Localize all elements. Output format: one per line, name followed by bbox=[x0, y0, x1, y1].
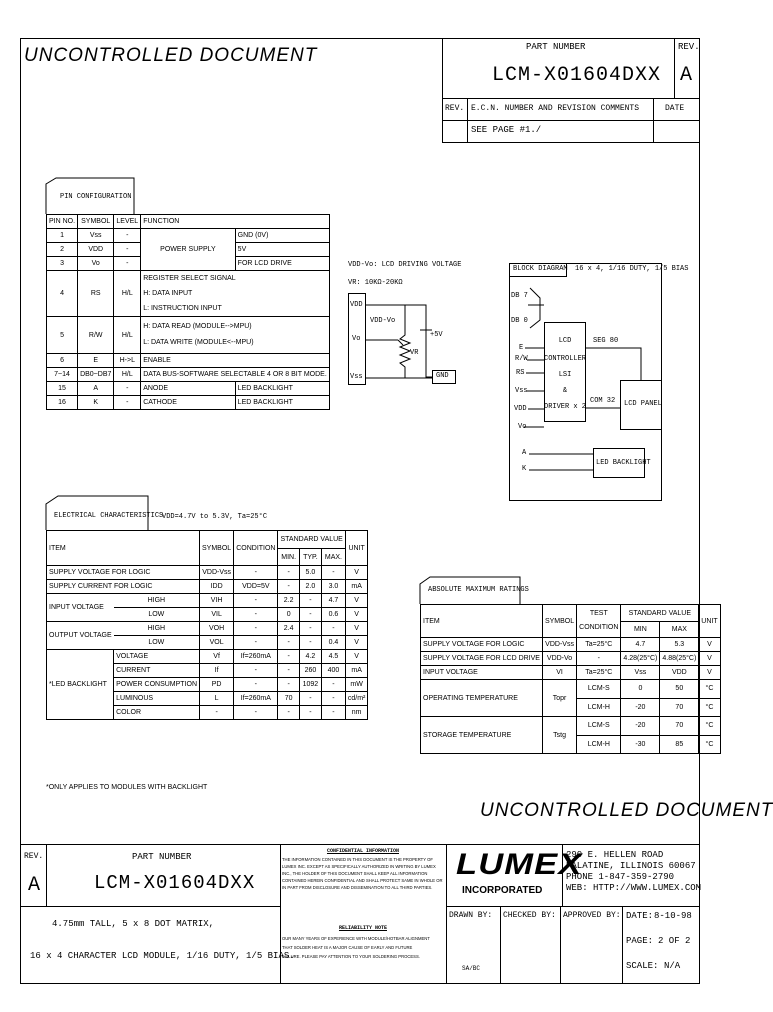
table-cell: Vss bbox=[78, 229, 114, 243]
date-label: DATE bbox=[665, 104, 685, 113]
table-cell: 0 bbox=[621, 680, 660, 699]
table-cell: Tstg bbox=[542, 717, 576, 754]
table-cell: MAX bbox=[660, 622, 699, 638]
table-cell: V bbox=[345, 622, 368, 636]
table-cell: - bbox=[299, 608, 321, 622]
block-sig-vo: Vo bbox=[518, 423, 527, 431]
table-cell: A bbox=[78, 382, 114, 396]
table-cell: L bbox=[200, 692, 234, 706]
table-cell: INPUT VOLTAGE bbox=[47, 594, 114, 622]
table-cell: LCM-H bbox=[577, 735, 621, 754]
table-cell: UNIT bbox=[699, 605, 720, 638]
table-cell: VDD=5V bbox=[234, 580, 278, 594]
circuit-gnd: GND bbox=[436, 372, 449, 380]
table-cell: V bbox=[699, 638, 720, 652]
table-cell: H/L bbox=[114, 317, 141, 354]
block-seg: SEG 80 bbox=[593, 337, 619, 345]
table-cell: PD bbox=[200, 678, 234, 692]
table-cell: REGISTER SELECT SIGNAL H: DATA INPUT L: INSTRUCTION INPUT bbox=[141, 271, 330, 317]
table-cell: mA bbox=[345, 664, 368, 678]
table-cell: COLOR bbox=[114, 706, 200, 720]
table-cell: V bbox=[345, 566, 368, 580]
lcd-panel-label: LCD PANEL bbox=[624, 400, 662, 408]
table-cell: 3 bbox=[47, 257, 78, 271]
table-cell: -20 bbox=[621, 698, 660, 717]
block-sig-e: E bbox=[519, 344, 524, 352]
table-cell: VOLTAGE bbox=[114, 650, 200, 664]
table-cell: 70 bbox=[660, 698, 699, 717]
table-cell: DB0~DB7 bbox=[78, 368, 114, 382]
table-cell: Topr bbox=[542, 680, 576, 717]
table-cell: LCM-H bbox=[577, 698, 621, 717]
table-cell: - bbox=[322, 566, 346, 580]
table-cell: V bbox=[699, 652, 720, 666]
table-cell: 5.3 bbox=[660, 638, 699, 652]
table-cell: VDD-Vss bbox=[542, 638, 576, 652]
ecn-comment: SEE PAGE #1./ bbox=[471, 125, 542, 135]
table-cell: *LED BACKLIGHT bbox=[47, 650, 114, 720]
table-cell: H: DATA READ (MODULE-->MPU) L: DATA WRITE (MODULE<--MPU) bbox=[141, 317, 330, 354]
ecn-label: E.C.N. NUMBER AND REVISION COMMENTS bbox=[471, 104, 640, 113]
block-sig-vss: Vss bbox=[515, 387, 528, 395]
electrical-title: ELECTRICAL CHARACTERISTICS bbox=[54, 512, 164, 520]
conf-title: CONFIDENTIAL INFORMATION bbox=[326, 848, 399, 854]
rev-label: REV. bbox=[678, 42, 700, 52]
table-cell: °C bbox=[699, 680, 720, 699]
table-cell: 1 bbox=[47, 229, 78, 243]
table-cell: - bbox=[299, 622, 321, 636]
block-diagram-title: BLOCK DIAGRAM bbox=[513, 265, 568, 273]
table-cell: 4.28(25°C) bbox=[621, 652, 660, 666]
table-cell: VOL bbox=[200, 636, 234, 650]
ecn-rev-label: REV. bbox=[445, 104, 465, 113]
block-sig-rs: RS bbox=[516, 369, 525, 377]
footer-page-label: PAGE: bbox=[626, 936, 654, 946]
table-cell: IDD bbox=[200, 580, 234, 594]
table-cell: - bbox=[200, 706, 234, 720]
footer-scale: N/A bbox=[664, 961, 681, 971]
table-cell: °C bbox=[699, 698, 720, 717]
table-cell: LCM-S bbox=[577, 680, 621, 699]
table-cell: - bbox=[278, 580, 299, 594]
table-cell: POWER CONSUMPTION bbox=[114, 678, 200, 692]
table-cell: 1092 bbox=[299, 678, 321, 692]
table-cell: 4.7 bbox=[322, 594, 346, 608]
table-cell: SYMBOL bbox=[200, 531, 234, 566]
table-cell: 6 bbox=[47, 354, 78, 368]
table-cell: - bbox=[234, 594, 278, 608]
electrical-footnote: *ONLY APPLIES TO MODULES WITH BACKLIGHT bbox=[46, 784, 208, 791]
table-cell: 400 bbox=[322, 664, 346, 678]
table-cell: - bbox=[278, 678, 299, 692]
drawn-by: SA/BC bbox=[462, 965, 481, 972]
table-cell: 16 bbox=[47, 396, 78, 410]
part-number: LCM-X01604DXX bbox=[492, 64, 662, 87]
table-cell: ENABLE bbox=[141, 354, 330, 368]
table-cell: - bbox=[114, 229, 141, 243]
table-cell: E bbox=[78, 354, 114, 368]
table-cell: POWER SUPPLY bbox=[141, 229, 235, 271]
table-cell: 3.0 bbox=[322, 580, 346, 594]
backlight-label: LED BACKLIGHT bbox=[596, 459, 651, 467]
approved-by-label: APPROVED BY: bbox=[563, 911, 621, 920]
table-cell: LOW bbox=[114, 608, 200, 622]
table-cell: - bbox=[299, 706, 321, 720]
table-cell: - bbox=[234, 608, 278, 622]
table-cell: 4.88(25°C) bbox=[660, 652, 699, 666]
lumex-logo-sub: INCORPORATED bbox=[462, 885, 543, 896]
table-cell: 2 bbox=[47, 243, 78, 257]
rev-value: A bbox=[680, 64, 693, 87]
table-cell: FUNCTION bbox=[141, 215, 330, 229]
footer-desc2: 16 x 4 CHARACTER LCD MODULE, 1/16 DUTY, 1/5 BIAS. bbox=[30, 951, 295, 961]
table-cell: - bbox=[114, 382, 141, 396]
absolute-title: ABSOLUTE MAXIMUM RATINGS bbox=[428, 586, 529, 594]
table-cell: 5V bbox=[235, 243, 329, 257]
table-cell: Vf bbox=[200, 650, 234, 664]
table-cell: - bbox=[234, 678, 278, 692]
table-cell: - bbox=[114, 243, 141, 257]
table-cell: STANDARD VALUE bbox=[278, 531, 345, 549]
table-cell: 50 bbox=[660, 680, 699, 699]
circuit-title: VDD-Vo: LCD DRIVING VOLTAGE bbox=[348, 261, 462, 269]
table-cell: - bbox=[278, 636, 299, 650]
table-cell: °C bbox=[699, 717, 720, 736]
table-cell: V bbox=[345, 650, 368, 664]
circuit-vdd-vo: VDD-Vo bbox=[370, 317, 396, 325]
table-cell: - bbox=[234, 636, 278, 650]
table-cell: If=260mA bbox=[234, 650, 278, 664]
rel-title: RELIABILITY NOTE bbox=[338, 925, 387, 931]
table-cell: - bbox=[322, 678, 346, 692]
table-cell: - bbox=[114, 396, 141, 410]
table-cell: 4.2 bbox=[299, 650, 321, 664]
table-cell: HIGH bbox=[114, 622, 200, 636]
table-cell: OUTPUT VOLTAGE bbox=[47, 622, 114, 650]
table-cell: - bbox=[278, 566, 299, 580]
table-cell: 85 bbox=[660, 735, 699, 754]
table-cell: 5 bbox=[47, 317, 78, 354]
pin-config-title: PIN CONFIGURATION bbox=[60, 193, 132, 201]
table-cell: - bbox=[114, 257, 141, 271]
table-cell: 0.6 bbox=[322, 608, 346, 622]
table-cell: - bbox=[278, 706, 299, 720]
table-cell: - bbox=[322, 622, 346, 636]
table-cell: CATHODE bbox=[141, 396, 235, 410]
table-cell: CURRENT bbox=[114, 664, 200, 678]
table-cell: TYP. bbox=[299, 549, 321, 566]
table-cell: - bbox=[322, 706, 346, 720]
footer-date: 8-10-98 bbox=[654, 911, 692, 921]
table-cell: - bbox=[234, 566, 278, 580]
table-cell: MIN bbox=[621, 622, 660, 638]
table-cell: H->L bbox=[114, 354, 141, 368]
lumex-logo: LUMEX bbox=[456, 848, 583, 881]
lumex-address: 290 E. HELLEN ROAD PALATINE, ILLINOIS 60067 PHONE 1-847-359-2790 WEB: HTTP://WWW.LUMEX.COM bbox=[566, 850, 702, 893]
table-cell: 0 bbox=[278, 608, 299, 622]
drawn-by-label: DRAWN BY: bbox=[449, 911, 493, 920]
table-cell: TEST CONDITION bbox=[577, 605, 621, 638]
watermark-top: UNCONTROLLED DOCUMENT bbox=[24, 45, 318, 66]
table-cell: 70 bbox=[278, 692, 299, 706]
checked-by-label: CHECKED BY: bbox=[503, 911, 556, 920]
rel-text: OUR MANY YEARS OF EXPERIENCE WITH MODULE/HOTBAR ALIGNMENT THAT SOLDER HEAT IS A MAJOR CAUSE OF EARLY AND FUTURE FAILURE. PLEASE PAY ATTENTION TO YOUR SOLDERING PROCESS. bbox=[282, 936, 430, 959]
block-diagram-subtitle: 16 x 4, 1/16 DUTY, 1/5 BIAS bbox=[575, 265, 689, 273]
footer-part-number-label: PART NUMBER bbox=[132, 852, 192, 862]
table-cell: mW bbox=[345, 678, 368, 692]
circuit-vr: VR: 10KΩ-20KΩ bbox=[348, 279, 403, 287]
table-cell: mA bbox=[345, 580, 368, 594]
footer-rev-label: REV. bbox=[24, 852, 44, 861]
table-cell: 70 bbox=[660, 717, 699, 736]
conf-text: THE INFORMATION CONTAINED IN THIS DOCUMENT IS THE PROPERTY OF LUMEX INC. EXCEPT AS SPECIFICALLY AUTHORIZED IN WRITING BY LUMEX INC., THE HOLDER OF THIS DOCUMENT SHALL KEEP ALL INFORMATION CONTAINED HEREIN CONFIDENTIAL AND SHALL PROTECT SAME IN WHOLE OR IN PART FROM DISCLOSURE AND DISSEMINATION TO ALL THIRD PARTIES. bbox=[282, 857, 443, 890]
footer-rev: A bbox=[28, 874, 41, 897]
table-cell: 4.5 bbox=[322, 650, 346, 664]
table-cell: SUPPLY VOLTAGE FOR LOGIC bbox=[47, 566, 200, 580]
table-cell: V bbox=[345, 608, 368, 622]
table-cell: - bbox=[278, 650, 299, 664]
table-cell: 4 bbox=[47, 271, 78, 317]
table-cell: SUPPLY CURRENT FOR LOGIC bbox=[47, 580, 200, 594]
table-cell: - bbox=[234, 664, 278, 678]
table-cell: V bbox=[699, 666, 720, 680]
table-cell: Ta=25°C bbox=[577, 638, 621, 652]
block-db0: DB 0 bbox=[511, 317, 528, 325]
block-db7: DB 7 bbox=[511, 292, 528, 300]
footer-date-label: DATE: bbox=[626, 911, 654, 921]
circuit-vss: Vss bbox=[350, 373, 363, 381]
circuit-vr-label: VR bbox=[410, 349, 419, 357]
table-cell: VOH bbox=[200, 622, 234, 636]
table-cell: INPUT VOLTAGE bbox=[421, 666, 543, 680]
table-cell: LOW bbox=[114, 636, 200, 650]
block-com: COM 32 bbox=[590, 397, 616, 405]
footer-page: 2 OF 2 bbox=[658, 936, 691, 946]
table-cell: MIN. bbox=[278, 549, 299, 566]
part-number-label: PART NUMBER bbox=[526, 42, 586, 52]
table-cell: If=260mA bbox=[234, 692, 278, 706]
table-cell: V bbox=[345, 636, 368, 650]
table-cell: OPERATING TEMPERATURE bbox=[421, 680, 543, 717]
table-cell: 5.0 bbox=[299, 566, 321, 580]
table-cell: - bbox=[234, 622, 278, 636]
watermark-bottom: UNCONTROLLED DOCUMENT bbox=[480, 800, 773, 821]
table-cell: V bbox=[345, 594, 368, 608]
table-cell: - bbox=[234, 706, 278, 720]
table-cell: nm bbox=[345, 706, 368, 720]
table-cell: VDD bbox=[660, 666, 699, 680]
table-cell: SYMBOL bbox=[78, 215, 114, 229]
absolute-table bbox=[420, 604, 721, 754]
table-cell: ITEM bbox=[421, 605, 543, 638]
table-cell: K bbox=[78, 396, 114, 410]
table-cell: - bbox=[299, 636, 321, 650]
circuit-plus5v: +5V bbox=[430, 331, 443, 339]
table-cell: VDD-Vss bbox=[200, 566, 234, 580]
table-cell: Vss bbox=[621, 666, 660, 680]
table-cell: CONDITION bbox=[234, 531, 278, 566]
table-cell: -30 bbox=[621, 735, 660, 754]
table-cell: Vo bbox=[78, 257, 114, 271]
table-cell: PIN NO. bbox=[47, 215, 78, 229]
block-sig-vdd: VDD bbox=[514, 405, 527, 413]
table-cell: SYMBOL bbox=[542, 605, 576, 638]
table-cell: - bbox=[299, 692, 321, 706]
table-cell: VDD-Vo bbox=[542, 652, 576, 666]
table-cell: H/L bbox=[114, 368, 141, 382]
table-cell: If bbox=[200, 664, 234, 678]
block-a: A bbox=[522, 449, 527, 457]
table-cell: DATA BUS-SOFTWARE SELECTABLE 4 OR 8 BIT MODE. bbox=[141, 368, 330, 382]
footer-part-number: LCM-X01604DXX bbox=[94, 872, 256, 894]
table-cell: 2.0 bbox=[299, 580, 321, 594]
block-sig-rw: R/W bbox=[515, 355, 528, 363]
table-cell: - bbox=[577, 652, 621, 666]
table-cell: STANDARD VALUE bbox=[621, 605, 699, 622]
table-cell: LCM-S bbox=[577, 717, 621, 736]
table-cell: H/L bbox=[114, 271, 141, 317]
table-cell: °C bbox=[699, 735, 720, 754]
table-cell: VIL bbox=[200, 608, 234, 622]
table-cell: LED BACKLIGHT bbox=[235, 396, 329, 410]
table-cell: VIH bbox=[200, 594, 234, 608]
table-cell: - bbox=[322, 692, 346, 706]
table-cell: FOR LCD DRIVE bbox=[235, 257, 329, 271]
table-cell: VI bbox=[542, 666, 576, 680]
table-cell: 2.4 bbox=[278, 622, 299, 636]
table-cell: 15 bbox=[47, 382, 78, 396]
table-cell: HIGH bbox=[114, 594, 200, 608]
table-cell: LED BACKLIGHT bbox=[235, 382, 329, 396]
table-cell: Ta=25°C bbox=[577, 666, 621, 680]
table-cell: 0.4 bbox=[322, 636, 346, 650]
table-cell: RS bbox=[78, 271, 114, 317]
table-cell: ANODE bbox=[141, 382, 235, 396]
table-cell: 260 bbox=[299, 664, 321, 678]
table-cell: UNIT bbox=[345, 531, 368, 566]
table-cell: 7~14 bbox=[47, 368, 78, 382]
table-cell: R/W bbox=[78, 317, 114, 354]
footer-desc1: 4.75mm TALL, 5 x 8 DOT MATRIX, bbox=[52, 919, 215, 929]
table-cell: MAX. bbox=[322, 549, 346, 566]
footer-scale-label: SCALE: bbox=[626, 961, 659, 971]
table-cell: SUPPLY VOLTAGE FOR LOGIC bbox=[421, 638, 543, 652]
table-cell: LUMINOUS bbox=[114, 692, 200, 706]
table-cell: STORAGE TEMPERATURE bbox=[421, 717, 543, 754]
table-cell: VDD bbox=[78, 243, 114, 257]
circuit-vdd: VDD bbox=[350, 301, 363, 309]
electrical-condition: VDD=4.7V to 5.3V, Ta=25°C bbox=[162, 513, 268, 521]
table-cell: -20 bbox=[621, 717, 660, 736]
table-cell: SUPPLY VOLTAGE FOR LCD DRIVE bbox=[421, 652, 543, 666]
table-cell: LEVEL bbox=[114, 215, 141, 229]
table-cell: - bbox=[278, 664, 299, 678]
table-cell: cd/m² bbox=[345, 692, 368, 706]
circuit-vo: Vo bbox=[352, 335, 361, 343]
table-cell: - bbox=[299, 594, 321, 608]
electrical-table bbox=[46, 530, 368, 720]
block-k: K bbox=[522, 465, 527, 473]
table-cell: 2.2 bbox=[278, 594, 299, 608]
table-cell: 4.7 bbox=[621, 638, 660, 652]
table-cell: ITEM bbox=[47, 531, 200, 566]
table-cell: GND (0V) bbox=[235, 229, 329, 243]
